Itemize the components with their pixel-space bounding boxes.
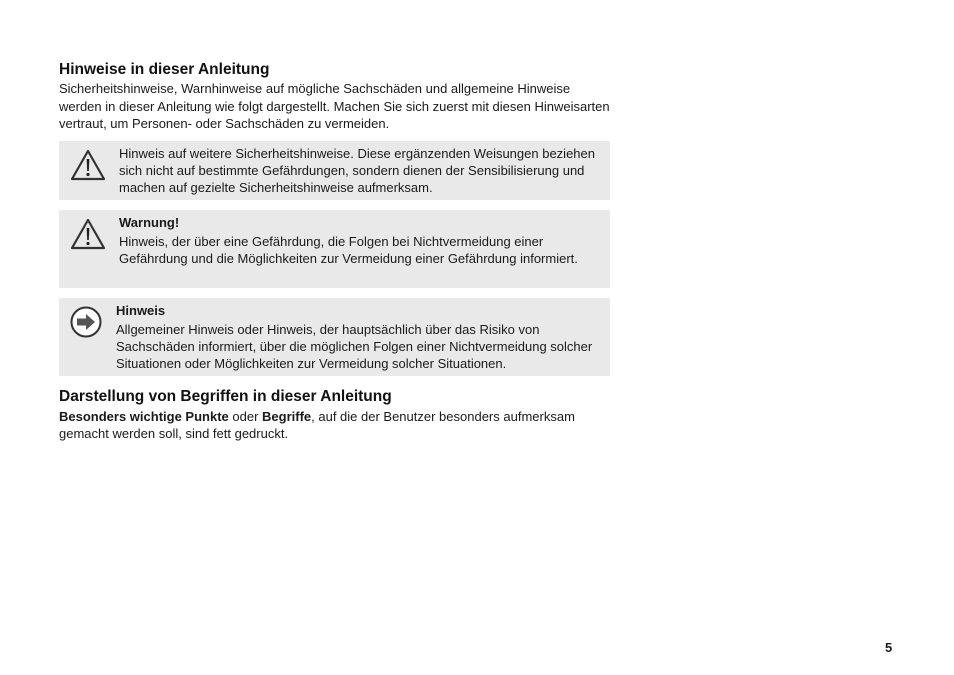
begriffe-rest-text: , auf die der Benutzer besonders aufmerksam gemacht werden soll, sind fett gedruckt. <box>59 408 575 441</box>
section-title-begriffe: Darstellung von Begriffen in dieser Anleitung <box>59 387 392 405</box>
notice-box-safety <box>59 141 610 200</box>
warning-triangle-icon <box>69 214 109 256</box>
arrow-circle-icon <box>69 302 106 344</box>
section-begriffe-text <box>59 408 611 443</box>
section-intro: Sicherheitshinweise, Warnhinweise auf mögliche Sachschäden und allgemeine Hinweise werden in dieser Anleitung wie folgt dargestellt. Machen Sie sich zuerst mit diesen Hinweisarten vertraut, um Personen- oder Sachschäden zu vermeiden. <box>59 81 610 131</box>
page-content <box>59 60 611 443</box>
notice-text-hinweis: Allgemeiner Hinweis oder Hinweis, der hauptsächlich über das Risiko von Sachschäden informiert, über die möglichen Folgen einer Nichtvermeidung solcher Situationen oder Möglichkeiten zur Vermeidung solcher Situationen. <box>116 321 593 371</box>
notice-text-warning: Hinweis, der über eine Gefährdung, die Folgen bei Nichtvermeidung einer Gefährdung und die Möglichkeiten zur Vermeidung einer Gefährdung informiert. <box>119 233 578 266</box>
notice-heading-warning: Warnung! <box>119 214 180 230</box>
warning-triangle-icon <box>69 145 109 187</box>
notice-heading-hinweis: Hinweis <box>116 302 166 318</box>
bold-term-2: Begriffe <box>262 408 312 424</box>
notice-text-safety: Hinweis auf weitere Sicherheitshinweise. Diese ergänzenden Weisungen beziehen sich nicht auf bestimmte Gefährdungen, sondern dienen der Sensibilisierung und machen auf gezielte Sicherheitshinweise aufmerksam. <box>119 145 595 195</box>
notice-box-hinweis <box>59 298 610 376</box>
connector-text: oder <box>228 408 263 424</box>
notice-box-warning <box>59 210 610 288</box>
bold-term-1: Besonders wichtige Punkte <box>59 408 229 424</box>
section-title-hinweise: Hinweise in dieser Anleitung <box>59 61 270 78</box>
page-number: 5 <box>885 640 893 655</box>
